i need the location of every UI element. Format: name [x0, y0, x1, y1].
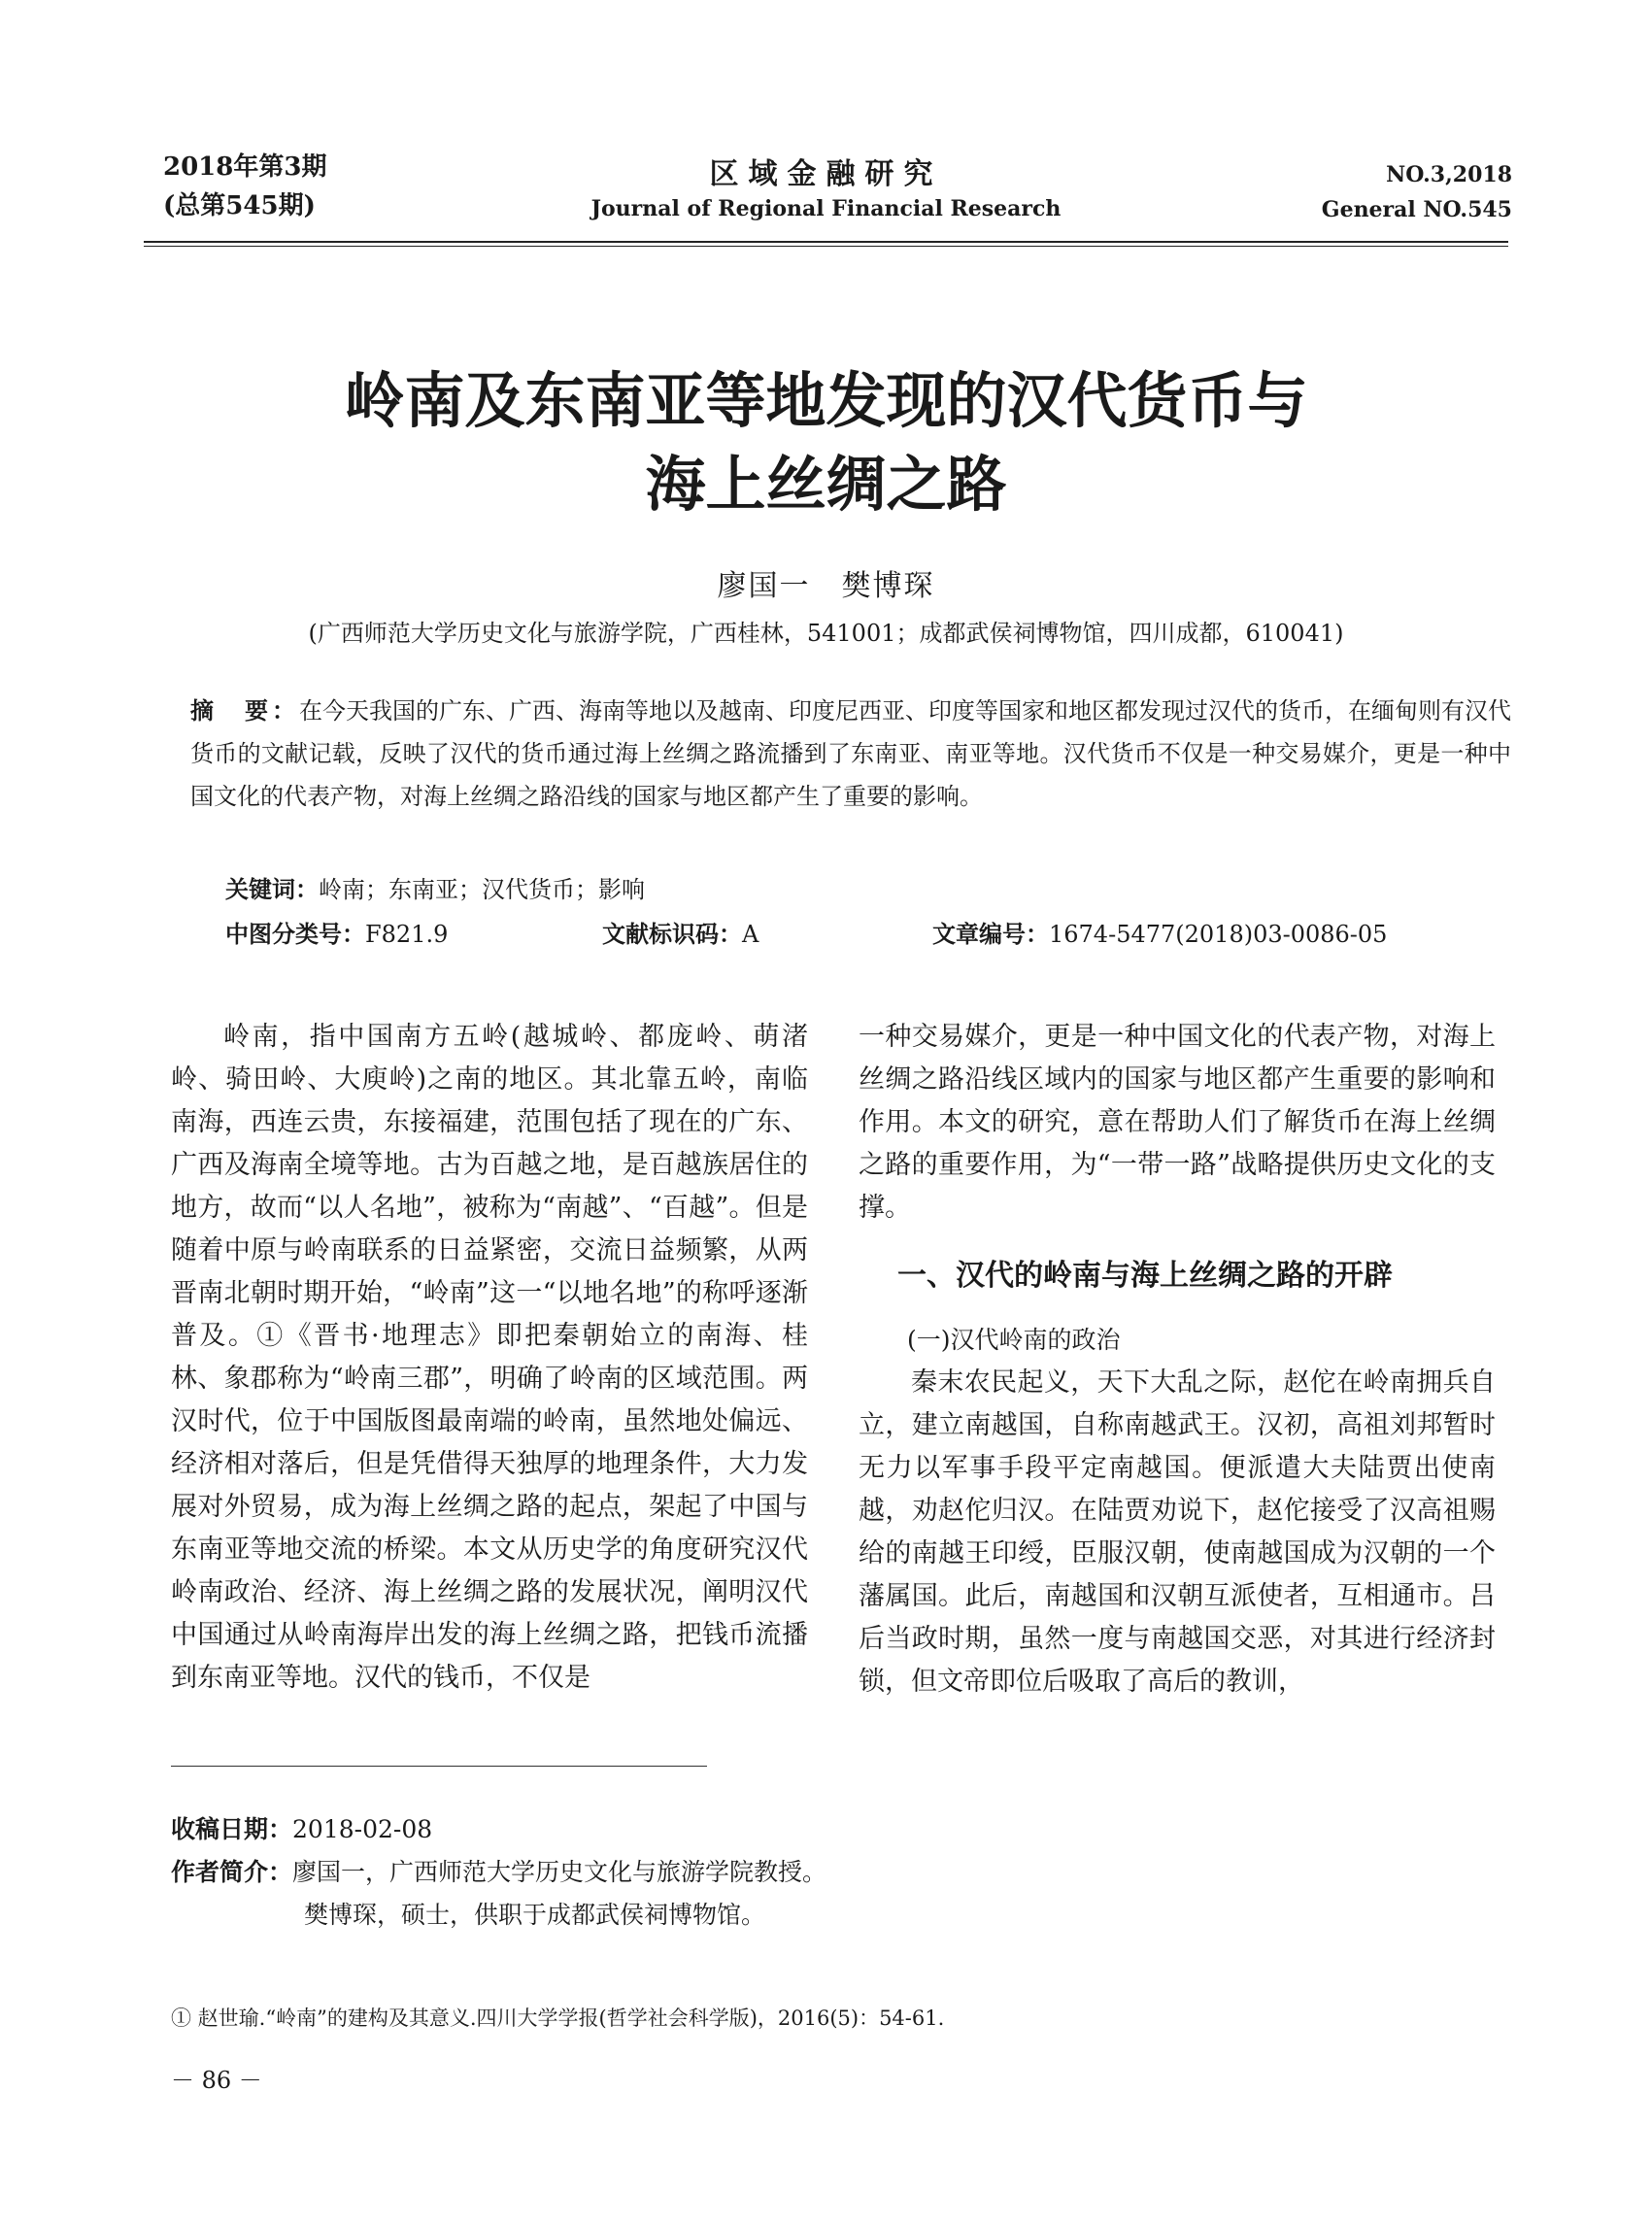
paragraph: 岭南，指中国南方五岭(越城岭、都庞岭、萌渚岭、骑田岭、大庾岭)之南的地区。其北靠五岭，南临南海，西连云贵，东接福建，范围包括了现在的广东、广西及海南全境等地。古为百越之地，是百越族居住的地方，故而“以人名地”，被称为“南越”、“百越”。但是随着中原与岭南联系的日益紧密，交流日益频繁，从两晋南北朝时期开始，“岭南”这一“以地名地”的称呼逐渐普及。①《晋书·地理志》即把秦朝始立的南海、桂林、象郡称为“岭南三郡”，明确了岭南的区域范围。两汉时代，位于中国版图最南端的岭南，虽然地处偏远、经济相对落后，但是凭借得天独厚的地理条件，大力发展对外贸易，成为海上丝绸之路的起点，架起了中国与东南亚等地交流的桥梁。本文从历史学的角度研究汉代岭南政治、经济、海上丝绸之路的发展状况，阐明汉代中国通过从岭南海岸出发的海上丝绸之路，把钱币流播到东南亚等地。汉代的钱币，不仅是: [171, 1022, 808, 1693]
article-no-value: 1674-5477(2018)03-0086-05: [1049, 921, 1388, 948]
title-line-1: 岭南及东南亚等地发现的汉代货币与: [344, 365, 1308, 436]
received-label: 收稿日期：: [171, 1815, 293, 1843]
page-number: － 86 －: [171, 2067, 262, 2094]
abstract-label: 摘 要：: [190, 696, 299, 725]
doc-code-label: 文献标识码：: [602, 920, 742, 948]
title-line-2: 海上丝绸之路: [645, 449, 1007, 520]
header-rule: [144, 241, 1508, 243]
authors-label: 作者简介：: [171, 1858, 293, 1886]
author-bio-2: 樊博琛，硕士，供职于成都武侯祠博物馆。: [304, 1901, 766, 1929]
footnote-rule: [171, 1766, 707, 1767]
journal-name-en: Journal of Regional Financial Research: [590, 196, 1062, 221]
issue-no: NO.3,2018: [1386, 162, 1512, 187]
clc-number: [225, 913, 448, 956]
body-right-column: [859, 1016, 1496, 1703]
section-heading: 一、汉代的岭南与海上丝绸之路的开辟: [897, 1259, 1393, 1293]
keywords-label: 关键词：: [225, 875, 319, 903]
footnote: ① 赵世瑜.“岭南”的建构及其意义.四川大学学报(哲学社会科学版)，2016(5)：54-61.: [171, 2007, 945, 2030]
paragraph: 秦末农民起义，天下大乱之际，赵佗在岭南拥兵自立，建立南越国，自称南越武王。汉初，高祖刘邦暂时无力以军事手段平定南越国。便派遣大夫陆贾出使南越，劝赵佗归汉。在陆贾劝说下，赵佗接受了汉高祖赐给的南越王印绶，臣服汉朝，使南越国成为汉朝的一个藩属国。此后，南越国和汉朝互派使者，互相通市。吕后当政时期，虽然一度与南越国交恶，对其进行经济封锁，但文帝即位后吸取了高后的教训，: [859, 1367, 1496, 1697]
authors: 廖国一 樊博琛: [717, 569, 935, 603]
paragraph: 一种交易媒介，更是一种中国文化的代表产物，对海上丝绸之路沿线区域内的国家与地区都产生重要的影响和作用。本文的研究，意在帮助人们了解货币在海上丝绸之路的重要作用，为“一带一路”战略提供历史文化的支撑。: [859, 1022, 1496, 1223]
general-no: General NO.545: [1321, 197, 1512, 222]
clc-label: 中图分类号：: [225, 920, 365, 948]
body-left-column: [171, 1016, 808, 1700]
clc-value: F821.9: [365, 921, 449, 948]
issue-info-en: [1322, 157, 1512, 227]
article-number: [932, 913, 1387, 956]
subsection-heading: (一)汉代岭南的政治: [907, 1326, 1121, 1354]
abstract: [190, 690, 1511, 818]
keywords-text: 岭南；东南亚；汉代货币；影响: [319, 876, 645, 903]
header-rule-thin: [144, 246, 1508, 247]
author-bio-1: 廖国一，广西师范大学历史文化与旅游学院教授。: [292, 1858, 827, 1886]
keywords: [225, 868, 645, 911]
article-title: [0, 359, 1652, 526]
author-info: [171, 1808, 826, 1937]
article-no-label: 文章编号：: [932, 920, 1049, 948]
doc-code-value: A: [742, 921, 759, 948]
abstract-text: 在今天我国的广东、广西、海南等地以及越南、印度尼西亚、印度等国家和地区都发现过汉代的货币，在缅甸则有汉代货币的文献记载，反映了汉代的货币通过海上丝绸之路流播到了东南亚、南亚等地。汉代货币不仅是一种交易媒介，更是一种中国文化的代表产物，对海上丝绸之路沿线的国家与地区都产生了重要的影响。: [190, 697, 1511, 810]
affiliation: (广西师范大学历史文化与旅游学院，广西桂林，541001；成都武侯祠博物馆，四川成都，610041): [308, 620, 1344, 647]
journal-name-cn: 区域金融研究: [709, 157, 943, 191]
issue-total: (总第545期): [163, 191, 316, 220]
issue-year: 2018年第3期: [163, 152, 327, 182]
received-date: 2018-02-08: [292, 1815, 433, 1843]
document-code: [602, 913, 759, 956]
